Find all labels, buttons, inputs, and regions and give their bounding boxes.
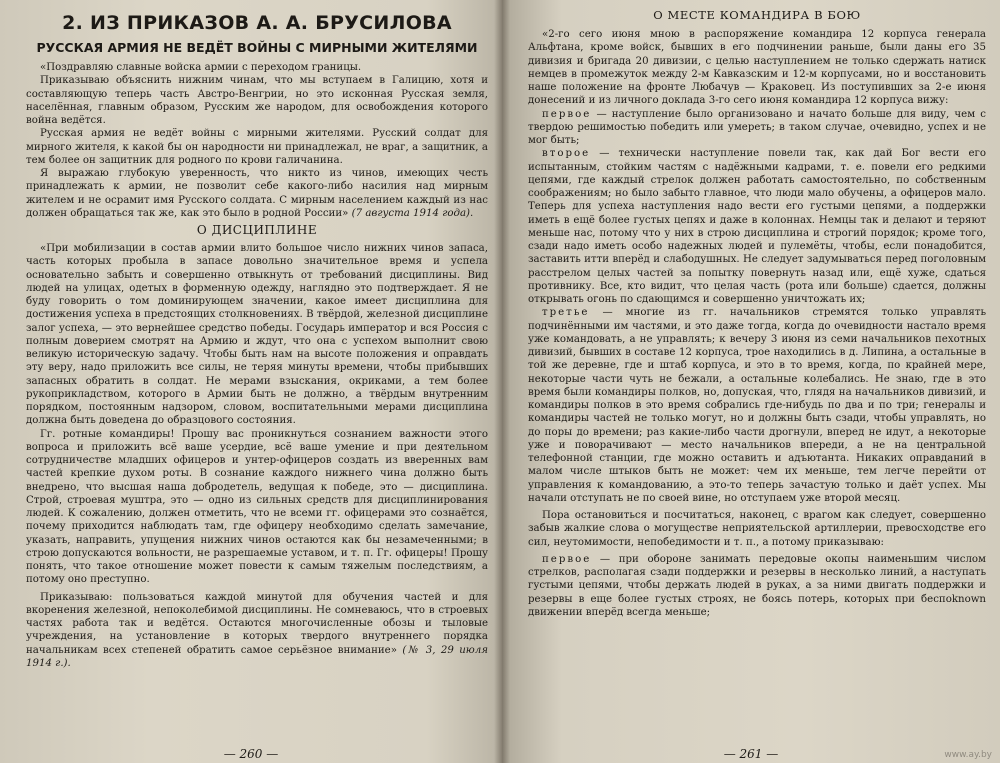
paragraph: Приказываю объяснить нижним чинам, что мы вступаем в Галицию, хотя и составляющую теперь часть Австро-Венгрии, но это исконная Русская земля, населённая, главным образом, Русским же народом, для освобождения которого война ведётся.	[26, 75, 488, 126]
paragraph: «При мобилизации в состав армии влито большое число нижних чинов запаса, часть которых пробыла в запасе довольно значительное время и успела основательно забыть и совершенно отвыкнуть от требований дисциплины. Вид людей на улицах, одетых в форменную одежду, наглядно это подтверждает. Я не буду говорить о том доминирующем значении, какое имеет дисциплина для достижения успеха в предстоящих столкновениях. В твёрдой, железной дисциплине залог успеха, — это вернейшее средство победы. Государь император и вся Россия с полным доверием смотрят на Армию и ждут, что она с успехом выполнит свою великую историческую задачу. Чтобы быть нам на высоте положения и оправдать эту веру, надо приложить все силы, не теряя минуты времени, чтобы прибывших запасных обратить в солдат. Не мерами взыскания, окриками, а тем более рукоприкладством, которого в Армии быть не должно, а твёрдым внутренним порядком, постоянным надзором, словом, воспитательными мерами дисциплина должна быть доведена до образцового состояния.	[26, 243, 488, 427]
paragraph-text: Я выражаю глубокую уверенность, что никто из чинов, имеющих честь принадлежать к армии, не позволит себе какого-либо насилия над мирным жителем и не осрамит имя Русского солдата. С мирным населением каждый из нас должен обращаться так же, как это было в родной России»	[26, 168, 488, 219]
item-text: — многие из гг. начальников стремятся только управлять подчинёнными им частями, и это даже тогда, когда до очевидности настало время уже командовать, а не управлять; к вечеру 3 июня из семи начальников пехотных дивизий, бывших в составе 12 корпуса, трое находились в д. Липина, а остальные в той же деревне, где и штаб корпуса, и это в то время, когда, по крайней мере, некоторые части чуть не бежали, а остальные колебались. Не знаю, где в это время были командиры полков, но, допуская, что, глядя на начальников дивизий, и командиры полков в это время собрались где-нибудь по два и по три; генералы и командиры частей не только могут, но и должны быть сзади, чтобы управлять, но до поры до времени; раз какие-либо части дрогнули, вперед не идут, а некоторые уже и поворачивают — место начальников впереди, а не на центральной телефонной станции, где можно оставить и адъютанта. Никаких оправданий в малом числе штыков быть не может: чем их меньше, тем легче перейти от управления к командованию, а это-то теперь зачастую только и даёт успех. Мы начали отступать не по своей вине, но отступаем уже второй месяц.	[528, 307, 986, 504]
item-word: второе	[542, 148, 591, 160]
item-text: — наступление было организовано и начато больше для виду, чем с твердою решимостью победить или умереть; в таком случае, очевидно, успех и не мог быть;	[528, 108, 986, 146]
right-page	[502, 0, 1000, 763]
running-head: О МЕСТЕ КОМАНДИРА В БОЮ	[653, 8, 861, 22]
paragraph: Гг. ротные командиры! Прошу вас проникнуться сознанием важности этого вопроса и приложить всё ваше усердие, всё ваше умение и при деятельном сотрудничестве младших офицеров и унтер-офицеров создать из вверенных вам частей крепкие духом роты. В сознание каждого нижнего чина должно быть внедрено, что высшая наша добродетель, ведущая к победе, это — дисциплина. Строй, строевая муштра, это — одно из сильных средств для дисциплинирования людей. К сожалению, должен отметить, что не всеми гг. офицерами это сознаётся, почему приходится наблюдать там, где офицеру необходимо сделать замечание, указать, направить, упущения нижних чинов остаются как бы незамеченными; в строю допускаются вольности, не разрешаемые уставом, и т. п. Гг. офицеры! Прошу понять, что такое отношение может повести к самым тяжелым последствиям, а потому оно преступно.	[26, 428, 488, 586]
paragraph: Пора остановиться и посчитаться, наконец, с врагом как следует, совершенно забыв жалкие слова о могуществе неприятельской артиллерии, превосходстве его сил, неутомимости, непобедимости и т. п., а потому приказываю:	[528, 510, 986, 548]
order-date: (№ 3, 29 июля 1914 г.).	[26, 644, 488, 669]
watermark: www.ay.by	[944, 750, 992, 760]
paragraph	[26, 591, 488, 671]
item-text: — при обороне занимать передовые окопы наименьшим числом стрелков, располагая сзади поддержки и резервы в несколько линий, а наступать густыми цепями, чтобы держать людей в руках, а за ними двигать поддержки и резервы в еще более густых строях, не боясь потерь, которых при беспоknown движении вперёд всегда меньше;	[528, 553, 986, 618]
page-number-left: — 260 —	[223, 747, 279, 761]
section-title-discipline: О ДИСЦИПЛИНЕ	[196, 223, 318, 237]
list-item	[528, 306, 986, 505]
page-number-right: — 261 —	[723, 747, 779, 761]
item-word: третье	[542, 307, 590, 319]
item-word: первое	[542, 108, 592, 120]
book-gutter	[494, 0, 510, 763]
item-text: — технически наступление повели так, как дай Бог вести его испытанным, стойким частям с надёжными кадрами, т. е. повели его редкими цепями, где каждый стрелок должен работать самостоятельно, по собственным соображениям; но было забыто главное, что люди мало обучены, а офицеров мало. Теперь для успеха наступления надо вести его густыми цепями, а поддержки иметь в ещё более густых цепях и даже в колоннах. Немцы так и делают и теряют меньше нас, потому что у них в строю дисциплина и строгий порядок; кроме того, сзади надо иметь особо надежных людей и пулемёты, чтобы, если понадобится, заставить итти вперёд и слабодушных. Не следует задумываться перед поголовным расстрелом целых частей за попытку повернуть назад или, ещё хуже, сдаться противнику. Все, кто видит, что целая часть (рота или больше) сдается, должны открывать огонь по сдающимся и совершенно уничтожать их;	[528, 148, 986, 305]
section-title-civilians: РУССКАЯ АРМИЯ НЕ ВЕДЁТ ВОЙНЫ С МИРНЫМИ ЖИТЕЛЯМИ	[36, 40, 478, 55]
paragraph	[26, 167, 488, 220]
chapter-title: 2. ИЗ ПРИКАЗОВ А. А. БРУСИЛОВА	[62, 12, 452, 34]
item-word: первое	[542, 553, 592, 565]
list-item	[528, 553, 986, 619]
paragraph: «2-го сего июня мною в распоряжение командира 12 корпуса генерала Альфтана, кроме войск, бывших в его подчинении раньше, были даны его 35 дивизия и бригада 20 дивизии, с целью наступлением не только сдержать натиск немцев в промежуток между 2-м Кавказским и 12-м корпусами, но и восстановить наше положение на фронте Любачув — Краковец. Из поступивших за 2-е июня донесений и из личного доклада 3-го сего июня командира 12 корпуса вижу:	[528, 29, 986, 107]
list-item	[528, 147, 986, 306]
order-date: (7 августа 1914 года).	[351, 207, 474, 219]
list-item	[528, 108, 986, 148]
paragraph: Русская армия не ведёт войны с мирными жителями. Русский солдат для мирного жителя, к какой бы он народности ни принадлежал, не враг, а защитник, а тем более он защитник для родного по крови галичанина.	[26, 128, 488, 166]
paragraph: «Поздравляю славные войска армии с переходом границы.	[40, 62, 362, 73]
paragraph-text: Приказываю: пользоваться каждой минутой для обучения частей и для вкоренения железной, непоколебимой дисциплины. Не сомневаюсь, что в строевых частях работа так и ведётся. Остаются многочисленные обозы и тыловые учреждения, на установление в которых твердого внутреннего порядка начальникам всех степеней обратить самое серьёзное внимание»	[26, 591, 488, 656]
